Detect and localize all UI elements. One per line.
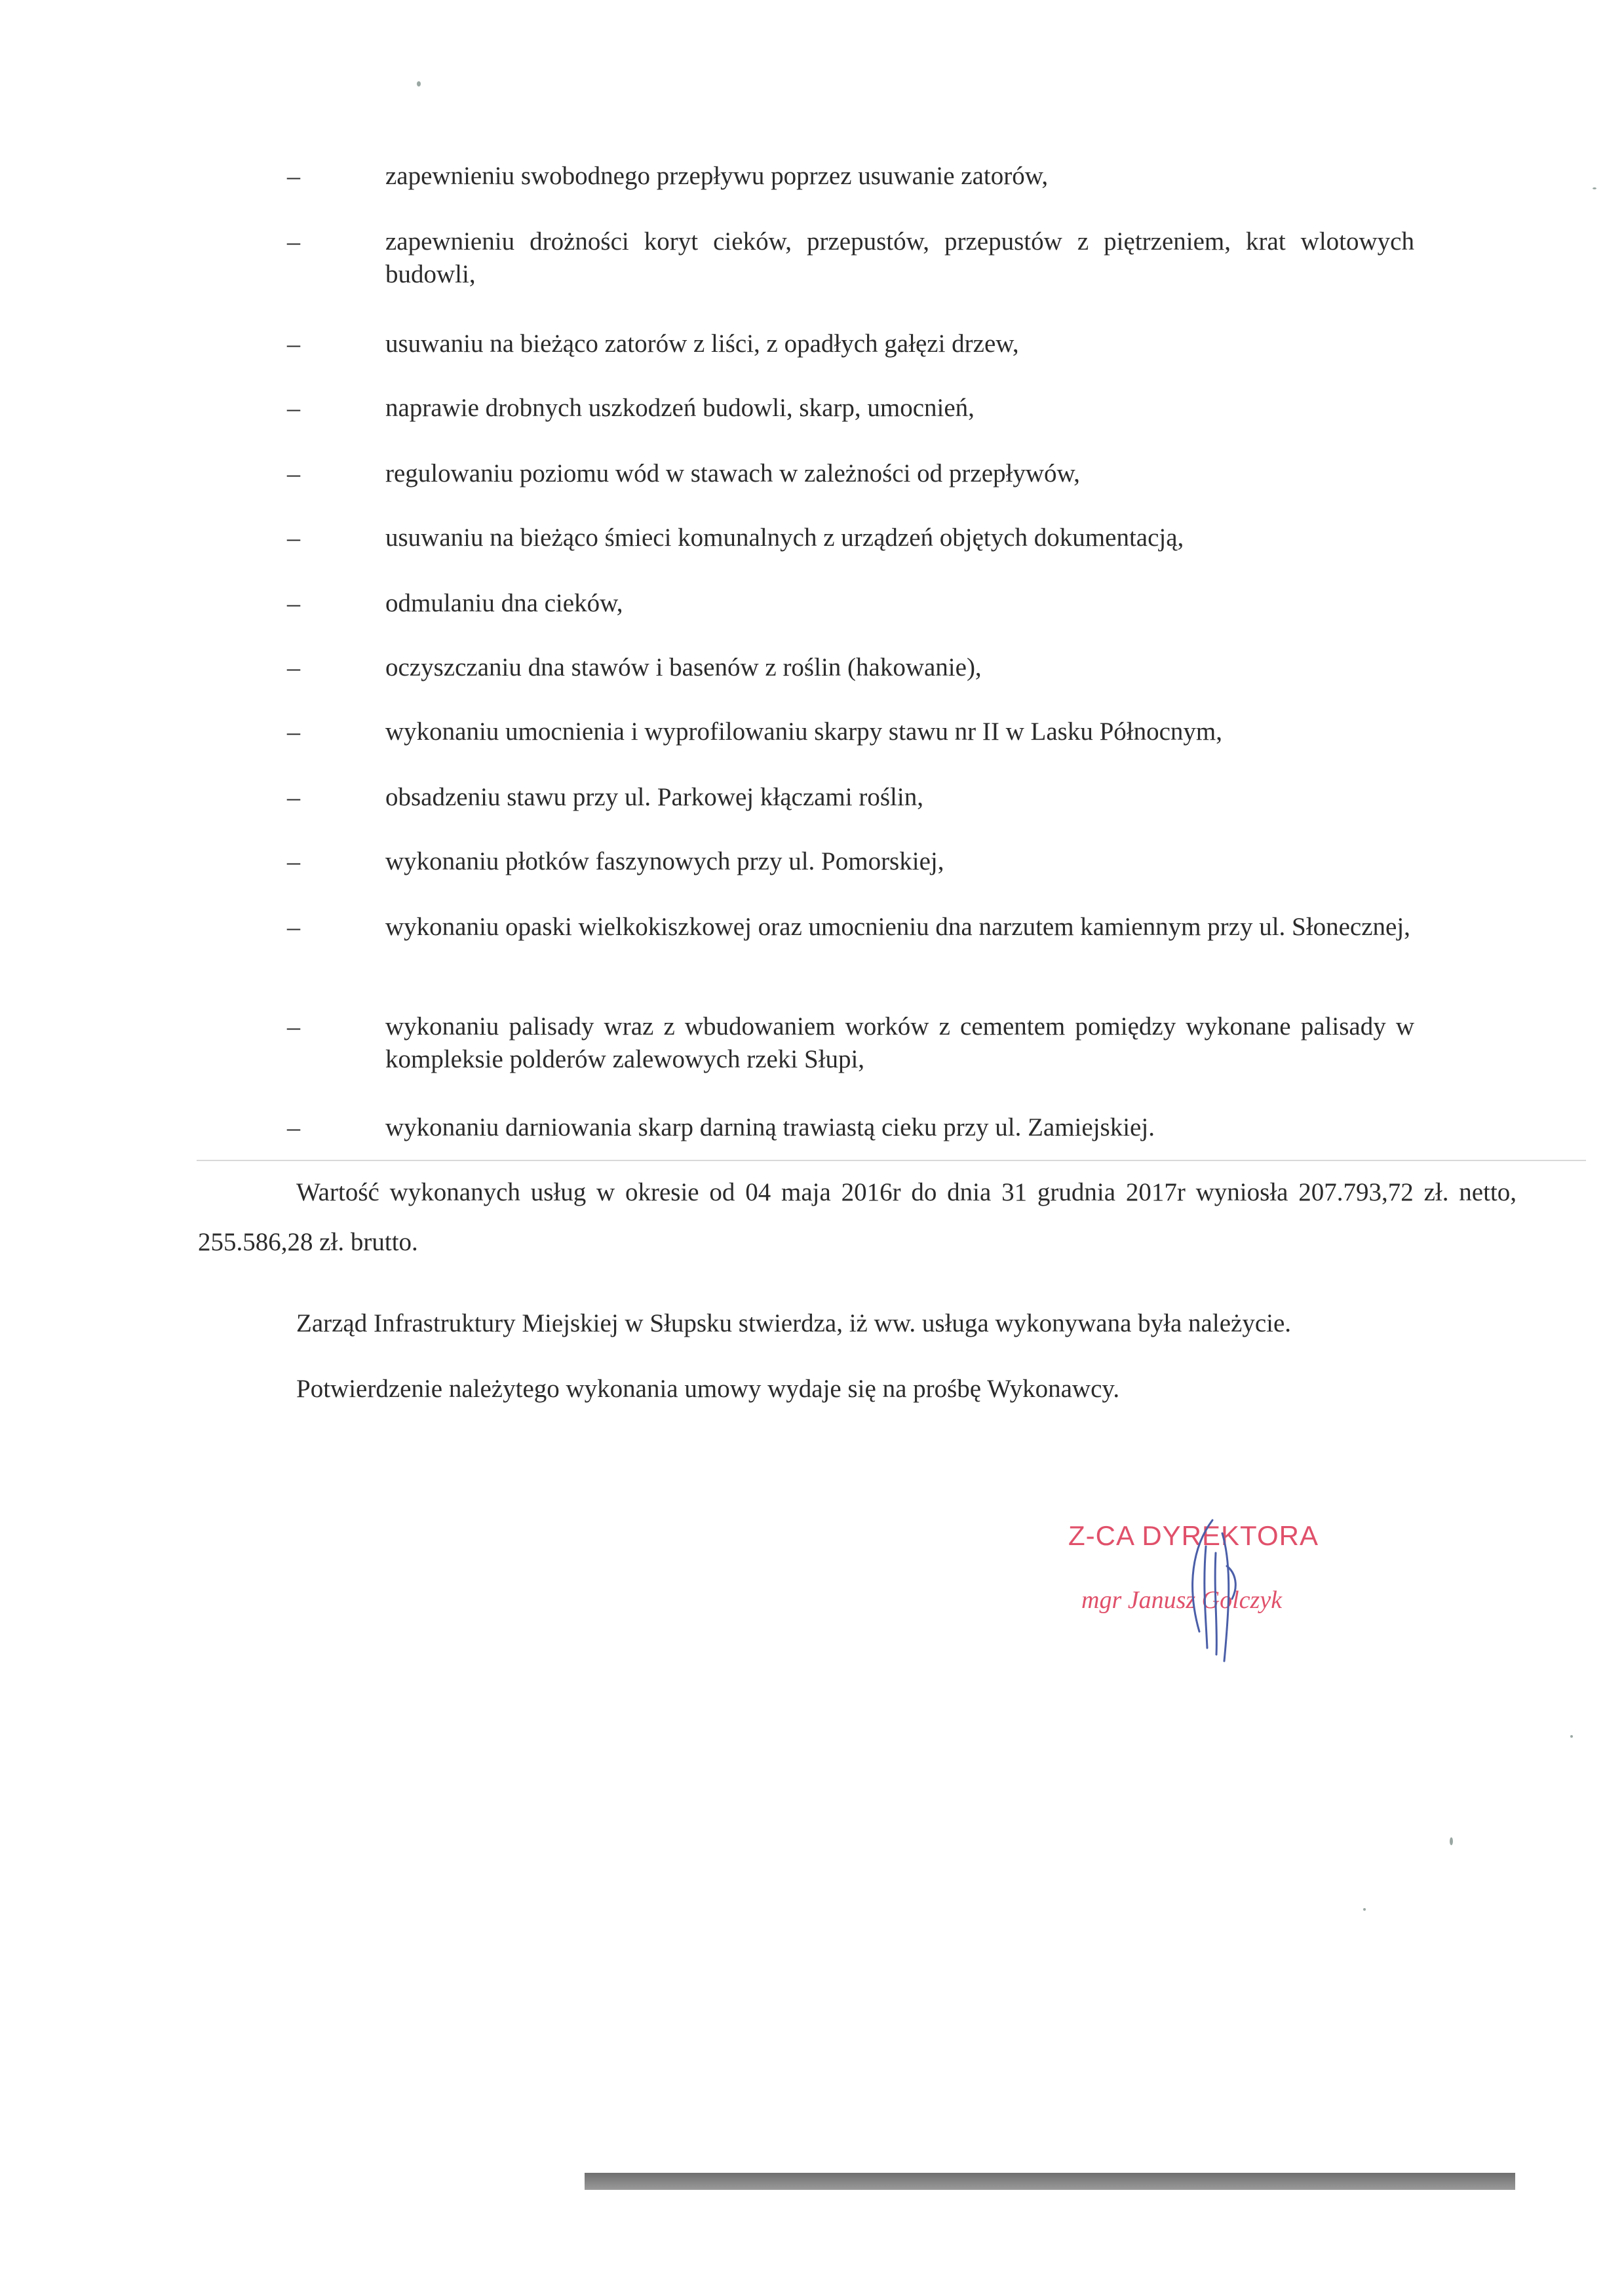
- handwritten-signature: [1167, 1507, 1258, 1664]
- list-bullet: –: [287, 588, 300, 618]
- list-bullet: –: [287, 393, 300, 423]
- list-item-text: usuwaniu na bieżąco zatorów z liści, z opadłych gałęzi drzew,: [385, 330, 1019, 358]
- list-item-text: regulowaniu poziomu wód w stawach w zależności od przepływów,: [385, 459, 1080, 488]
- scan-speck: [1363, 1908, 1366, 1911]
- list-item-text: zapewnieniu swobodnego przepływu poprzez usuwanie zatorów,: [385, 162, 1049, 190]
- list-bullet: –: [287, 847, 300, 876]
- scan-divider-line: [197, 1160, 1586, 1161]
- list-item-text: oczyszczaniu dna stawów i basenów z roślin (hakowanie),: [385, 653, 982, 681]
- list-item-text: usuwaniu na bieżąco śmieci komunalnych z urządzeń objętych dokumentacją,: [385, 524, 1184, 552]
- list-bullet: –: [287, 782, 300, 812]
- list-item-text: zapewnieniu drożności koryt cieków, przepustów, przepustów z piętrzeniem, krat wlotowych budowli,: [385, 227, 1414, 288]
- scan-speck: [1450, 1837, 1453, 1845]
- list-bullet: –: [287, 1012, 300, 1041]
- stamp-title: Z-CA DYREKTORA: [1068, 1520, 1319, 1551]
- list-item-text: wykonaniu płotków faszynowych przy ul. Pomorskiej,: [385, 847, 944, 875]
- list-item-text: odmulaniu dna cieków,: [385, 589, 623, 617]
- list-bullet: –: [287, 912, 300, 942]
- list-bullet: –: [287, 653, 300, 682]
- list-item-text: naprawie drobnych uszkodzeń budowli, skarp, umocnień,: [385, 394, 975, 422]
- scan-speck: [1570, 1735, 1573, 1738]
- list-item-text: wykonaniu palisady wraz z wbudowaniem worków z cementem pomiędzy wykonane palisady w kompleksie polderów zalewowych rzeki Słupi,: [385, 1012, 1414, 1073]
- scan-speck: [1593, 187, 1596, 189]
- statement-paragraph: Zarząd Infrastruktury Miejskiej w Słupsku stwierdza, iż ww. usługa wykonywana była należycie.: [296, 1309, 1292, 1337]
- list-item-text: wykonaniu darniowania skarp darniną trawiastą cieku przy ul. Zamiejskiej.: [385, 1113, 1155, 1141]
- value-paragraph: Wartość wykonanych usług w okresie od 04 maja 2016r do dnia 31 grudnia 2017r wyniosła 207.793,72 zł. netto, 255.586,28 zł. brutto.: [198, 1178, 1517, 1256]
- list-bullet: –: [287, 523, 300, 552]
- scan-edge-bar: [585, 2173, 1515, 2190]
- list-bullet: –: [287, 227, 300, 256]
- list-item-text: wykonaniu opaski wielkokiszkowej oraz umocnieniu dna narzutem kamiennym przy ul. Słonecznej,: [385, 913, 1410, 941]
- list-bullet: –: [287, 329, 300, 358]
- confirmation-paragraph: Potwierdzenie należytego wykonania umowy wydaje się na prośbę Wykonawcy.: [296, 1375, 1120, 1403]
- list-bullet: –: [287, 459, 300, 488]
- list-item-text: obsadzeniu stawu przy ul. Parkowej kłączami roślin,: [385, 783, 923, 811]
- list-item-text: wykonaniu umocnienia i wyprofilowaniu skarpy stawu nr II w Lasku Północnym,: [385, 718, 1223, 746]
- scan-speck: [417, 81, 421, 86]
- list-bullet: –: [287, 161, 300, 191]
- list-bullet: –: [287, 1113, 300, 1142]
- list-bullet: –: [287, 717, 300, 746]
- stamp-name: mgr Janusz Golczyk: [1081, 1586, 1283, 1614]
